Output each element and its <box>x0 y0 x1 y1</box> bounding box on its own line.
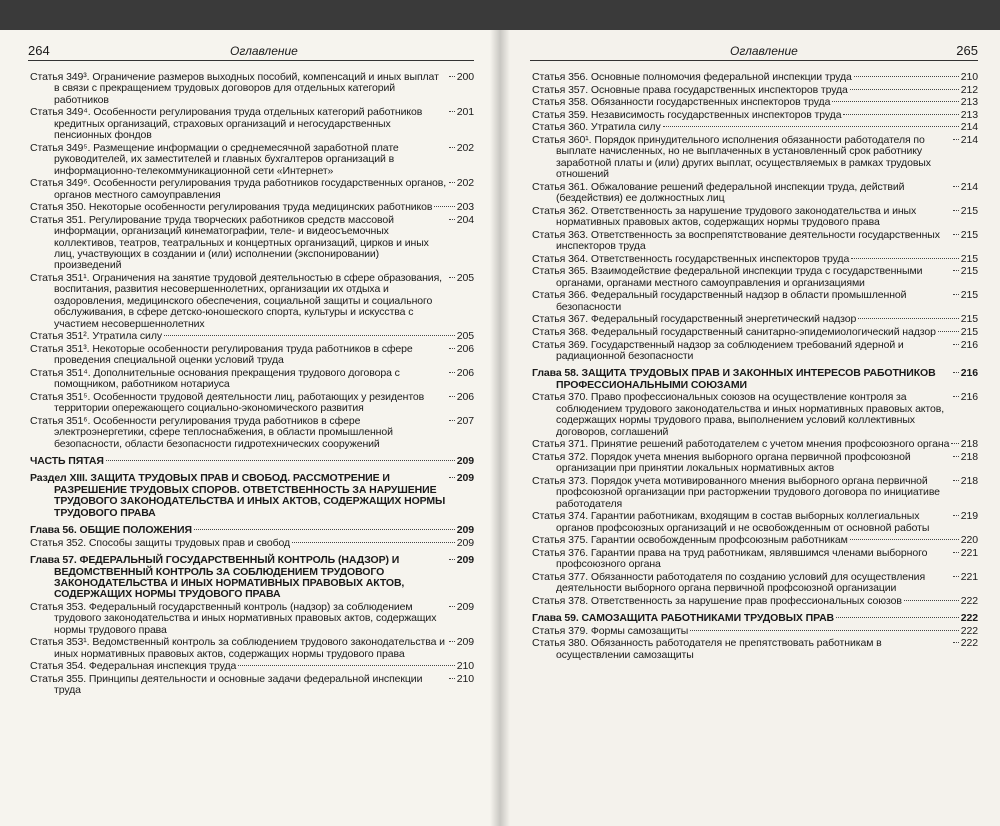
toc-entry-title: Статья 372. Порядок учета мнения выборного органа первичной профсоюзной организации при принятии локальных нормативных актов <box>532 450 911 475</box>
toc-entry <box>30 143 474 177</box>
toc-entry <box>30 538 474 549</box>
toc-entry-page: 209 <box>456 600 474 613</box>
dot-leader <box>953 139 959 140</box>
toc-entry <box>30 72 474 106</box>
toc-entry-page: 206 <box>456 366 474 379</box>
toc-entry-page: 215 <box>960 228 978 241</box>
toc-entry-title: Статья 353¹. Ведомственный контроль за соблюдением трудового законодательства и иных нормативных правовых актов, содержащих нормы трудового права <box>30 636 445 660</box>
dot-leader <box>449 111 455 112</box>
dot-leader <box>832 101 958 102</box>
toc-entry-title: Статья 349³. Ограничение размеров выходных пособий, компенсаций и иных выплат в связи с прекращением трудовых договоров для отдельных категорий работников <box>30 71 439 106</box>
dot-leader <box>292 542 455 543</box>
dot-leader <box>953 480 959 481</box>
toc-entry-page: 209 <box>456 636 474 649</box>
toc-entry <box>532 182 978 205</box>
toc-entry <box>30 473 474 519</box>
toc-entry <box>532 110 978 121</box>
toc-entry-page: 215 <box>960 289 978 302</box>
toc-entry-page: 213 <box>960 96 978 109</box>
toc-entry-page: 214 <box>960 121 978 134</box>
toc-entry-page: 215 <box>960 325 978 338</box>
dot-leader <box>850 89 959 90</box>
toc-entry-title: Статья 351¹. Ограничения на занятие трудовой деятельностью в сфере образования, воспитания, развития несовершеннолетних, организации их отдыха и оздоровления, медицинского обеспечения, социальной защиты и социального обслуживания, в сфере детско-юношеского спорта, культуры и искусства с участием несовершеннолетних <box>30 272 442 330</box>
dot-leader <box>449 559 455 560</box>
toc-entry-title: Глава 58. ЗАЩИТА ТРУДОВЫХ ПРАВ И ЗАКОННЫХ ИНТЕРЕСОВ РАБОТНИКОВ ПРОФЕССИОНАЛЬНЫМИ СОЮЗАМИ <box>532 367 936 391</box>
dot-leader <box>953 294 959 295</box>
toc-entry-page: 214 <box>960 180 978 193</box>
toc-entry-title: Статья 362. Ответственность за нарушение трудового законодательства и иных нормативных правовых актов, содержащих нормы трудового права <box>532 204 917 229</box>
toc-entry-page: 222 <box>960 637 978 650</box>
toc-entry-page: 221 <box>960 546 978 559</box>
dot-leader <box>449 396 455 397</box>
toc-entry-page: 207 <box>456 414 474 427</box>
dot-leader <box>449 420 455 421</box>
toc-entry <box>532 290 978 313</box>
toc-entry <box>532 340 978 363</box>
dot-leader <box>858 318 959 319</box>
right-page <box>500 30 1000 826</box>
toc-entry-page: 209 <box>456 524 474 537</box>
toc-entry-page: 206 <box>456 390 474 403</box>
toc-entry-title: Статья 366. Федеральный государственный надзор в области промышленной безопасности <box>532 289 907 313</box>
running-title: Оглавление <box>730 44 798 58</box>
toc-entry-title: Статья 360. Утратила силу <box>532 121 661 134</box>
toc-entry <box>30 215 474 272</box>
dot-leader <box>164 335 455 336</box>
toc-entry-title: Статья 356. Основные полномочия федеральной инспекции труда <box>532 71 852 83</box>
toc-entry-title: Статья 351. Регулирование труда творческих работников средств массовой информации, организаций кинематографии, теле- и видеосъемочных коллективов, театров, театральных и концертных организаций, цирков и иных лиц, участвующих в создании и (или) исполнении (экспонировании) произведений <box>30 213 429 272</box>
toc-entry <box>30 202 474 213</box>
toc-entry-page: 209 <box>456 536 474 549</box>
toc-entry-page: 222 <box>960 594 978 607</box>
toc-entry-page: 209 <box>456 455 474 468</box>
toc-entry-page: 222 <box>960 624 978 637</box>
dot-leader <box>449 372 455 373</box>
toc-entry <box>532 596 978 607</box>
toc-entry-page: 205 <box>456 272 474 285</box>
toc-entry <box>30 456 474 467</box>
toc-entry-page: 219 <box>960 510 978 523</box>
dot-leader <box>449 348 455 349</box>
toc-entry-title: Статья 361. Обжалование решений федеральной инспекции труда, действий (бездействия) ее должностных лиц <box>532 180 905 205</box>
toc-entry-title: Статья 365. Взаимодействие федеральной инспекции труда с государственными органами, органами местного самоуправления и организациями <box>532 265 923 289</box>
toc-entry <box>532 626 978 637</box>
toc-entry <box>532 548 978 571</box>
toc-entry-title: Статья 373. Порядок учета мотивированного мнения выборного органа первичной профсоюзной организации при расторжении трудового договора по инициативе работодателя <box>532 474 940 510</box>
dot-leader <box>851 258 959 259</box>
toc-entry-page: 209 <box>456 472 474 485</box>
toc-entry-title: Статья 380. Обязанность работодателя не препятствовать работникам в осуществлении самозащиты <box>532 637 882 661</box>
toc-entry-page: 214 <box>960 133 978 146</box>
dot-leader <box>953 344 959 345</box>
toc-entry <box>30 525 474 536</box>
dot-leader <box>836 617 959 618</box>
toc-entry-page: 201 <box>456 106 474 119</box>
toc-entry-page: 222 <box>960 612 978 625</box>
dot-leader <box>850 539 959 540</box>
toc-entry-title: Статья 367. Федеральный государственный энергетический надзор <box>532 313 857 326</box>
toc-entry-page: 210 <box>456 660 474 673</box>
dot-leader <box>449 76 455 77</box>
dot-leader <box>904 600 959 601</box>
dot-leader <box>953 270 959 271</box>
toc-entry <box>532 72 978 83</box>
toc-entry <box>532 535 978 546</box>
toc-entry-title: Статья 375. Гарантии освобожденным профсоюзным работникам <box>532 534 848 547</box>
toc-entry <box>532 476 978 510</box>
toc-entry-title: Глава 57. ФЕДЕРАЛЬНЫЙ ГОСУДАРСТВЕННЫЙ КОНТРОЛЬ (НАДЗОР) И ВЕДОМСТВЕННЫЙ КОНТРОЛЬ ЗА СОБЛЮДЕНИЕМ ТРУДОВОГО ЗАКОНОДАТЕЛЬСТВА И ИНЫХ НОРМАТИВНЫХ ПРАВОВЫХ АКТОВ, СОДЕРЖАЩИХ НОРМЫ ТРУДОВОГО ПРАВА <box>30 554 405 601</box>
toc-entry <box>30 392 474 415</box>
toc-entry <box>532 254 978 265</box>
dot-leader <box>449 477 455 478</box>
toc-entry-title: Статья 360¹. Порядок принудительного исполнения обязанности работодателя по выплате начисленных, но не выплаченных в установленный срок работнику заработной платы и (или) других выплат, осуществляемых в рамках трудовых отношений <box>532 133 931 181</box>
toc-entry-title: Статья 379. Формы самозащиты <box>532 624 689 637</box>
toc-entry-page: 213 <box>960 108 978 121</box>
toc-entry-title: Статья 378. Ответственность за нарушение прав профессиональных союзов <box>532 594 902 607</box>
toc-entry-title: Статья 370. Право профессиональных союзов на осуществление контроля за соблюдением трудового законодательства и иных нормативных правовых актов, содержащих нормы трудового права, выполнением условий коллективных договоров, соглашений <box>532 391 945 438</box>
toc-entry <box>532 230 978 253</box>
toc-entry-page: 221 <box>960 570 978 583</box>
dot-leader <box>238 665 455 666</box>
toc-entry-page: 206 <box>456 342 474 355</box>
dot-leader <box>690 630 959 631</box>
toc-entry-page: 202 <box>456 141 474 154</box>
dot-leader <box>953 552 959 553</box>
toc-entry-title: Статья 363. Ответственность за воспрепятствование деятельности государственных инспекторов труда <box>532 228 940 253</box>
toc-entry-page: 215 <box>960 204 978 217</box>
toc-entry <box>532 97 978 108</box>
dot-leader <box>843 114 958 115</box>
toc-entry-title: Статья 357. Основные права государственных инспекторов труда <box>532 83 848 96</box>
toc-entry <box>532 122 978 133</box>
toc-entry-page: 210 <box>456 672 474 685</box>
left-page <box>0 30 500 826</box>
toc-entry <box>30 107 474 141</box>
dot-leader <box>449 277 455 278</box>
toc-entry <box>532 85 978 96</box>
toc-entry <box>532 266 978 289</box>
toc-entry-title: Статья 368. Федеральный государственный санитарно-эпидемиологический надзор <box>532 325 936 338</box>
dot-leader <box>953 576 959 577</box>
toc-entry-page: 205 <box>456 330 474 343</box>
toc-entry-title: Статья 377. Обязанности работодателя по созданию условий для осуществления деятельности выборного органа первичной профсоюзной организации <box>532 570 926 595</box>
dot-leader <box>663 126 959 127</box>
toc-entry-title: Статья 374. Гарантии работникам, входящим в состав выборных коллегиальных органов профсоюзных организаций и не освобожденным от основной работы <box>532 510 930 534</box>
toc-list <box>30 72 474 698</box>
toc-entry <box>532 511 978 534</box>
dot-leader <box>953 515 959 516</box>
toc-entry-title: Статья 355. Принципы деятельности и основные задачи федеральной инспекции труда <box>30 672 423 697</box>
toc-entry-title: Статья 364. Ответственность государственных инспекторов труда <box>532 252 850 265</box>
toc-entry <box>30 674 474 697</box>
page-number: 264 <box>28 43 50 58</box>
toc-entry-title: Статья 349⁴. Особенности регулирования труда отдельных категорий работников кредитных организаций, страховых организаций и негосударственных пенсионных фондов <box>30 106 423 142</box>
toc-entry <box>532 206 978 229</box>
toc-entry-title: Статья 376. Гарантии права на труд работникам, являвшимся членами выборного профсоюзного органа <box>532 546 928 571</box>
toc-entry-page: 202 <box>456 177 474 190</box>
left-page-header <box>28 42 474 61</box>
toc-entry <box>532 638 978 661</box>
dot-leader <box>854 76 959 77</box>
toc-entry-page: 215 <box>960 252 978 265</box>
toc-entry-page: 204 <box>456 213 474 226</box>
right-page-header <box>530 42 978 61</box>
dot-leader <box>953 642 959 643</box>
toc-entry <box>30 602 474 636</box>
toc-entry-title: Глава 59. САМОЗАЩИТА РАБОТНИКАМИ ТРУДОВЫХ ПРАВ <box>532 612 835 625</box>
toc-entry <box>30 273 474 330</box>
toc-entry-title: Статья 351⁶. Особенности регулирования труда работников в сфере электроэнергетики, сфере теплоснабжения, в области промышленной безопасности, области безопасности гидротехнических сооружений <box>30 414 393 450</box>
toc-entry <box>30 637 474 660</box>
dot-leader <box>449 147 455 148</box>
toc-entry-page: 216 <box>960 391 978 404</box>
toc-entry-page: 218 <box>960 438 978 451</box>
dot-leader <box>449 182 455 183</box>
toc-entry-title: Статья 354. Федеральная инспекция труда <box>30 660 237 673</box>
toc-entry-page: 220 <box>960 534 978 547</box>
toc-entry-title: ЧАСТЬ ПЯТАЯ <box>30 455 104 468</box>
toc-entry-title: Статья 351³. Некоторые особенности регулирования труда работников в сфере проведения специальной оценки условий труда <box>30 342 413 367</box>
toc-entry-page: 216 <box>960 338 978 351</box>
toc-entry <box>532 135 978 181</box>
dot-leader <box>449 219 455 220</box>
toc-entry-page: 209 <box>456 554 474 567</box>
toc-entry-title: Статья 358. Обязанности государственных инспекторов труда <box>532 96 831 109</box>
toc-entry-page: 203 <box>456 201 474 214</box>
toc-entry <box>30 331 474 342</box>
toc-entry <box>30 344 474 367</box>
toc-entry <box>532 572 978 595</box>
running-title: Оглавление <box>230 44 298 58</box>
toc-entry-page: 215 <box>960 313 978 326</box>
toc-entry-title: Статья 353. Федеральный государственный контроль (надзор) за соблюдением трудового законодательства и иных нормативных правовых актов, содержащих нормы трудового права <box>30 600 437 636</box>
dot-leader <box>951 443 958 444</box>
toc-entry-page: 215 <box>960 265 978 278</box>
toc-entry <box>532 392 978 438</box>
toc-entry-page: 218 <box>960 474 978 487</box>
dot-leader <box>449 641 455 642</box>
page-number: 265 <box>956 43 978 58</box>
toc-entry-title: Статья 351⁴. Дополнительные основания прекращения трудового договора с помощником, работником нотариуса <box>30 366 400 391</box>
dot-leader <box>953 210 959 211</box>
toc-entry-title: Статья 359. Независимость государственных инспекторов труда <box>532 108 842 121</box>
toc-entry-title: Статья 369. Государственный надзор за соблюдением требований ядерной и радиационной безопасности <box>532 338 904 362</box>
dot-leader <box>106 460 455 461</box>
toc-entry <box>532 314 978 325</box>
toc-entry-page: 210 <box>960 71 978 83</box>
toc-entry <box>30 555 474 601</box>
toc-entry-page: 212 <box>960 83 978 96</box>
dot-leader <box>953 234 959 235</box>
toc-entry-title: Статья 351⁵. Особенности трудовой деятельности лиц, работающих у резидентов территории опережающего социально-экономического развития <box>30 390 425 415</box>
toc-entry-title: Глава 56. ОБЩИЕ ПОЛОЖЕНИЯ <box>30 524 192 537</box>
toc-entry <box>532 452 978 475</box>
dot-leader <box>449 606 455 607</box>
toc-entry-page: 216 <box>960 367 978 380</box>
toc-entry <box>30 661 474 672</box>
dot-leader <box>194 529 455 530</box>
toc-entry-title: Статья 349⁶. Особенности регулирования труда работников государственных органов, органов местного самоуправления <box>30 177 447 201</box>
toc-entry <box>30 178 474 201</box>
toc-entry-title: Статья 351². Утратила силу <box>30 330 162 343</box>
toc-entry <box>532 613 978 624</box>
toc-entry <box>30 368 474 391</box>
dot-leader <box>938 331 959 332</box>
toc-entry-page: 200 <box>456 71 474 83</box>
toc-entry <box>532 368 978 391</box>
dot-leader <box>953 186 959 187</box>
toc-entry-title: Статья 352. Способы защиты трудовых прав и свобод <box>30 536 291 549</box>
toc-list <box>532 72 978 662</box>
toc-entry-title: Статья 349⁵. Размещение информации о среднемесячной заработной плате руководителей, их заместителей и главных бухгалтеров организаций в информационно-телекоммуникационной сети «Интернет» <box>30 141 399 177</box>
dot-leader <box>449 678 455 679</box>
toc-entry-title: Статья 371. Принятие решений работодателем с учетом мнения профсоюзного органа <box>532 438 950 451</box>
dot-leader <box>953 372 959 373</box>
toc-entry-title: Статья 350. Некоторые особенности регулирования труда медицинских работников <box>30 201 433 214</box>
toc-entry <box>532 439 978 450</box>
toc-entry-title: Раздел XIII. ЗАЩИТА ТРУДОВЫХ ПРАВ И СВОБОД. РАССМОТРЕНИЕ И РАЗРЕШЕНИЕ ТРУДОВЫХ СПОРОВ. ОТВЕТСТВЕННОСТЬ ЗА НАРУШЕНИЕ ТРУДОВОГО ЗАКОНОДАТЕЛЬСТВА И ИНЫХ АКТОВ, СОДЕРЖАЩИХ НОРМЫ ТРУДОВОГО ПРАВА <box>30 472 446 519</box>
toc-entry-page: 218 <box>960 450 978 463</box>
toc-entry <box>30 416 474 450</box>
toc-entry <box>532 327 978 338</box>
dot-leader <box>434 206 454 207</box>
dot-leader <box>953 456 959 457</box>
dot-leader <box>953 396 959 397</box>
